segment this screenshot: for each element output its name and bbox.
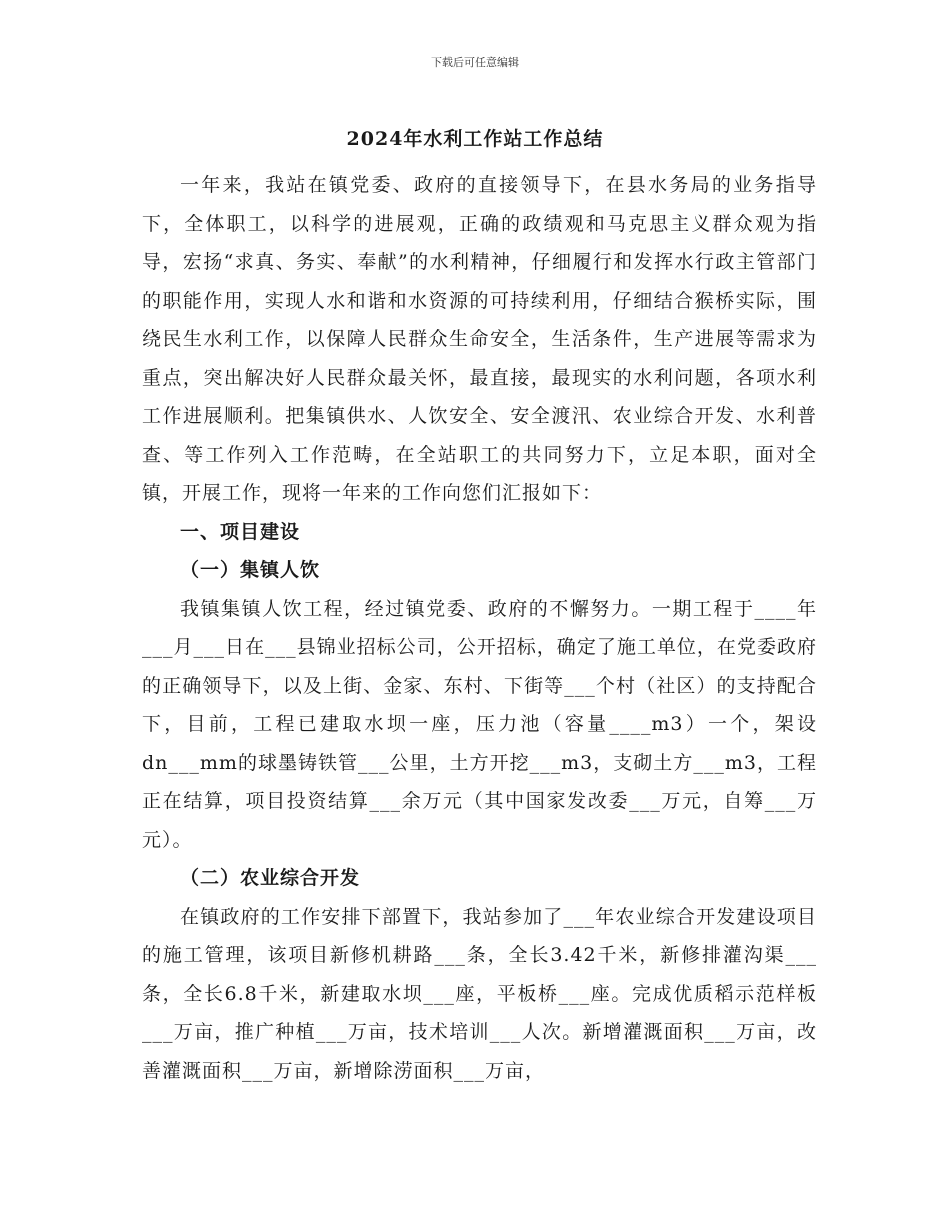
subsection-heading-agriculture: （二）农业综合开发: [180, 867, 361, 889]
document-body: [142, 166, 817, 1090]
water-supply-paragraph: 我镇集镇人饮工程，经过镇党委、政府的不懈努力。一期工程于____年___月___日在___县锦业招标公司，公开招标，确定了施工单位，在党委政府的正确领导下，以及上街、金家、东村、下街等___个村（社区）的支持配合下，目前，工程已建取水坝一座，压力池（容量____m3）一个，架设dn___mm的球墨铸铁管___公里，土方开挖___m3，支砌土方___m3，工程正在结算，项目投资结算___余万元（其中国家发改委___万元，自筹___万元）。: [142, 597, 817, 851]
agriculture-paragraph: 在镇政府的工作安排下部置下，我站参加了___年农业综合开发建设项目的施工管理，该项目新修机耕路___条，全长3.42千米，新修排灌沟渠___条，全长6.8千米，新建取水坝___座，平板桥___座。完成优质稻示范样板___万亩，推广种植___万亩，技术培训___人次。新增灌溉面积___万亩，改善灌溉面积___万亩，新增除涝面积___万亩，: [142, 905, 817, 1082]
page-header: 下载后可任意编辑: [431, 56, 519, 69]
intro-paragraph: 一年来，我站在镇党委、政府的直接领导下，在县水务局的业务指导下，全体职工，以科学的进展观，正确的政绩观和马克思主义群众观为指导，宏扬“求真、务实、奉献”的水利精神，仔细履行和发挥水行政主管部门的职能作用，实现人水和谐和水资源的可持续利用，仔细结合猴桥实际，围绕民生水利工作，以保障人民群众生命安全，生活条件，生产进展等需求为重点，突出解决好人民群众最关怀，最直接，最现实的水利问题，各项水利工作进展顺利。把集镇供水、人饮安全、安全渡汛、农业综合开发、水利普查、等工作列入工作范畴，在全站职工的共同努力下，立足本职，面对全镇，开展工作，现将一年来的工作向您们汇报如下：: [142, 174, 817, 504]
subsection-heading-water-supply: （一）集镇人饮: [180, 559, 321, 581]
section-heading-project: 一、项目建设: [180, 520, 301, 543]
document-title: 2024年水利工作站工作总结: [346, 128, 604, 150]
